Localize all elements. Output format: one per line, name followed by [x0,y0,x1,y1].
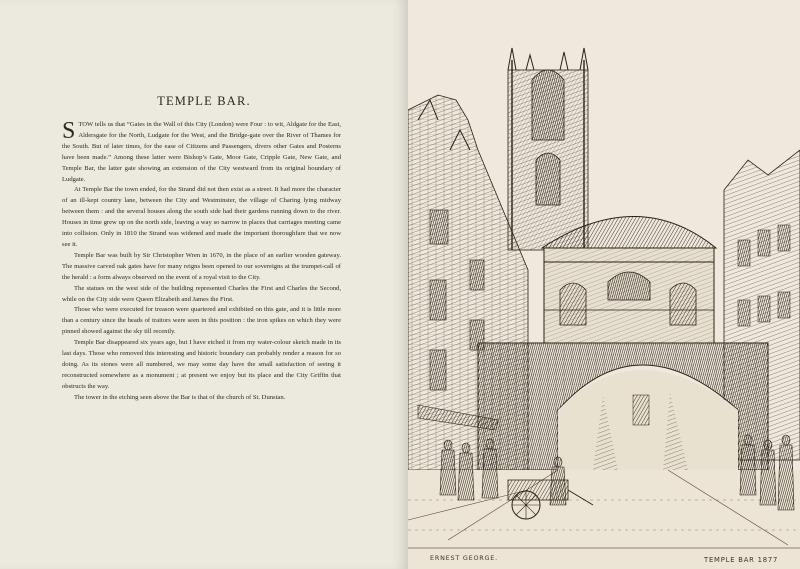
paragraph [62,120,341,185]
paragraph: At Temple Bar the town ended, for the Strand did not then exist as a street. It had more the character of an ill-kept country lane, between the City and Westminster, the village of Charing lying midway between them : and the several houses along the south side had their gardens running down to the river. Houses in time grew up on the north side, leaving a way so narrow in places that carriages meeting came into collision. Only in 1810 the Strand was widened and made the important thoroughfare that we now see it. [62,186,341,248]
page-title: TEMPLE BAR. [157,94,251,108]
paragraph-text: TOW tells us that “Gates in the Wall of this City (London) were Four : to wit, Aldgate for the East, Aldersgate for the North, Ludgate for the West, and the Bridge-gate over the River of Thames for the South. But of later times, for the ease of Citizens and Passengers, divers other Gates and Posterns have been made.” Among these latter were Bishop’s Gate, Moor Gate, Cripple Gate, New Gate, and Temple Bar, the latter gate showing an extension of the City westward from its original boundary of Ludgate. [62,121,341,183]
church-tower [508,48,588,250]
paragraph: The statues on the west side of the building represented Charles the First and Charles the Second, while on the City side were Queen Elizabeth and James the First. [62,284,341,303]
body-text [62,120,341,404]
temple-bar-etching [408,0,800,569]
paragraph: Temple Bar was built by Sir Christopher Wren in 1670, in the place of an earlier wooden gateway. The massive carved oak gates have for many reigns been opened to our sovereigns at the trumpet-call of the herald : a form always observed on the event of a royal visit to the City. [62,251,341,281]
etching-page [408,0,800,569]
paragraph: Those who were executed for treason were quartered and exhibited on this gate, and it is little more than a century since the heads of traitors were seen in this position : the iron spikes on which they were pinned showed against the sky till recently. [62,306,341,336]
paragraph: Temple Bar disappeared six years ago, but I have etched it from my water-colour sketch made in its last days. Those who removed this interesting and historic boundary can probably render a reason for so doing. As its stones were all numbered, we may some day have the small satisfaction of seeing it reconstructed somewhere as a monument ; at present we enjoy but its place and the City Griffin that obstructs the way. [62,339,341,390]
etching-caption: TEMPLE BAR 1877 [704,556,779,564]
drop-cap: S [62,118,76,144]
paragraph: The tower in the etching seen above the Bar is that of the church of St. Dunstan. [74,393,286,401]
artist-signature: ERNEST GEORGE. [430,554,498,562]
